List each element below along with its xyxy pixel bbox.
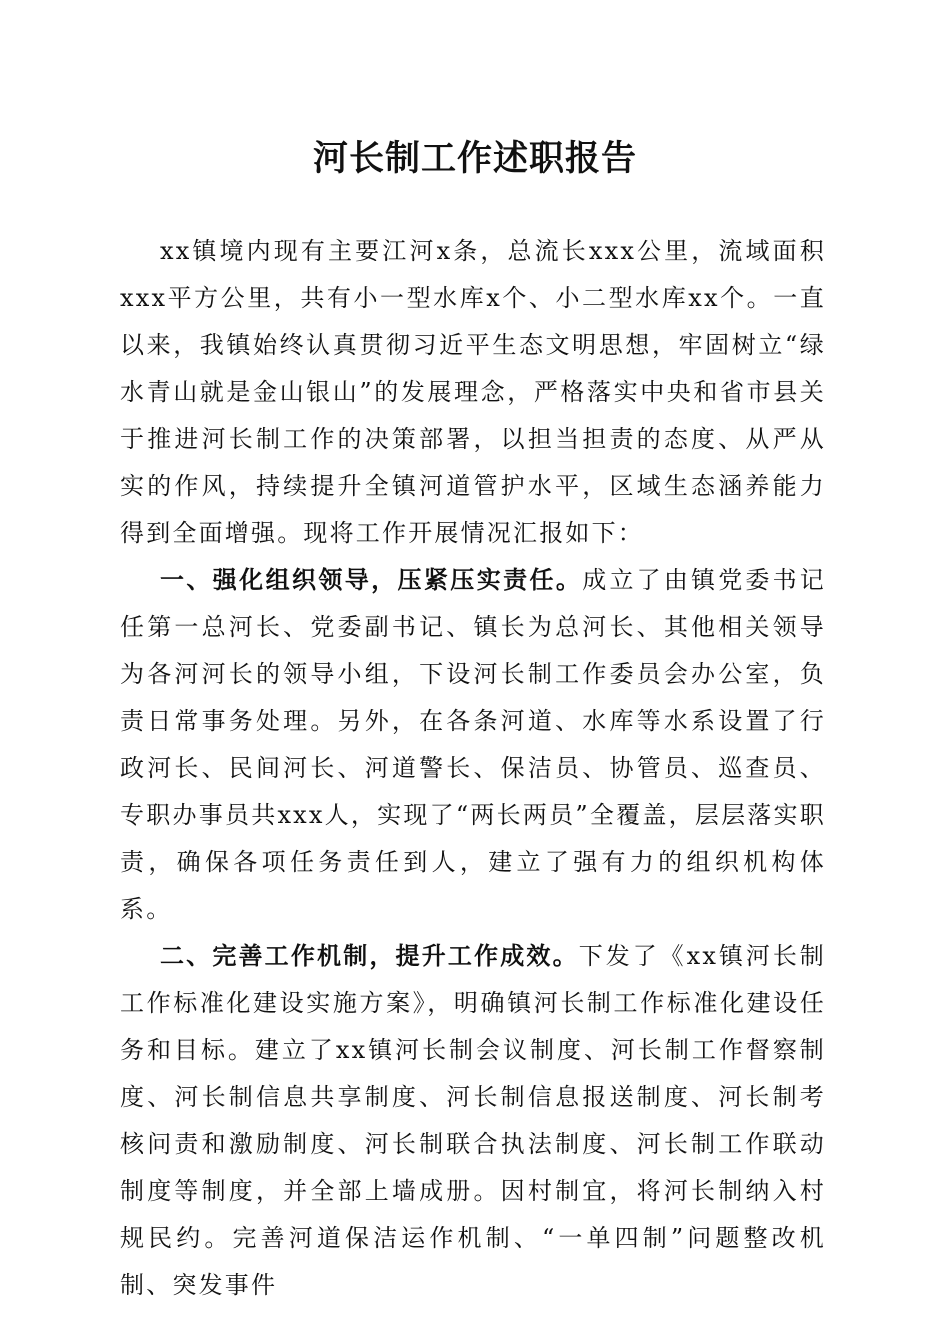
section-paragraph-2 — [120, 933, 826, 1309]
document-body — [120, 228, 826, 1309]
section-heading-1: 一、强化组织领导，压紧压实责任。 — [160, 566, 583, 594]
section-text-1: 成立了由镇党委书记任第一总河长、党委副书记、镇长为总河长、其他相关领导为各河河长的领导小组，下设河长制工作委员会办公室，负责日常事务处理。另外，在各条河道、水库等水系设置了行政河长、民间河长、河道警长、保洁员、协管员、巡查员、专职办事员共xxx人，实现了“两长两员”全覆盖，层层落实职责，确保各项任务责任到人，建立了强有力的组织机构体系。 — [120, 566, 826, 923]
section-paragraph-1 — [120, 557, 826, 933]
section-heading-2: 二、完善工作机制，提升工作成效。 — [160, 942, 579, 970]
intro-paragraph: xx镇境内现有主要江河x条，总流长xxx公里，流域面积xxx平方公里，共有小一型水库x个、小二型水库xx个。一直以来，我镇始终认真贯彻习近平生态文明思想，牢固树立“绿水青山就是金山银山”的发展理念，严格落实中央和省市县关于推进河长制工作的决策部署，以担当担责的态度、从严从实的作风，持续提升全镇河道管护水平，区域生态涵养能力得到全面增强。现将工作开展情况汇报如下： — [120, 237, 826, 547]
document-title: 河长制工作述职报告 — [312, 138, 637, 179]
section-text-2: 下发了《xx镇河长制工作标准化建设实施方案》，明确镇河长制工作标准化建设任务和目标。建立了xx镇河长制会议制度、河长制工作督察制度、河长制信息共享制度、河长制信息报送制度、河长制考核问责和激励制度、河长制联合执法制度、河长制工作联动制度等制度，并全部上墙成册。因村制宜，将河长制纳入村规民约。完善河道保洁运作机制、“一单四制”问题整改机制、突发事件 — [120, 942, 826, 1299]
